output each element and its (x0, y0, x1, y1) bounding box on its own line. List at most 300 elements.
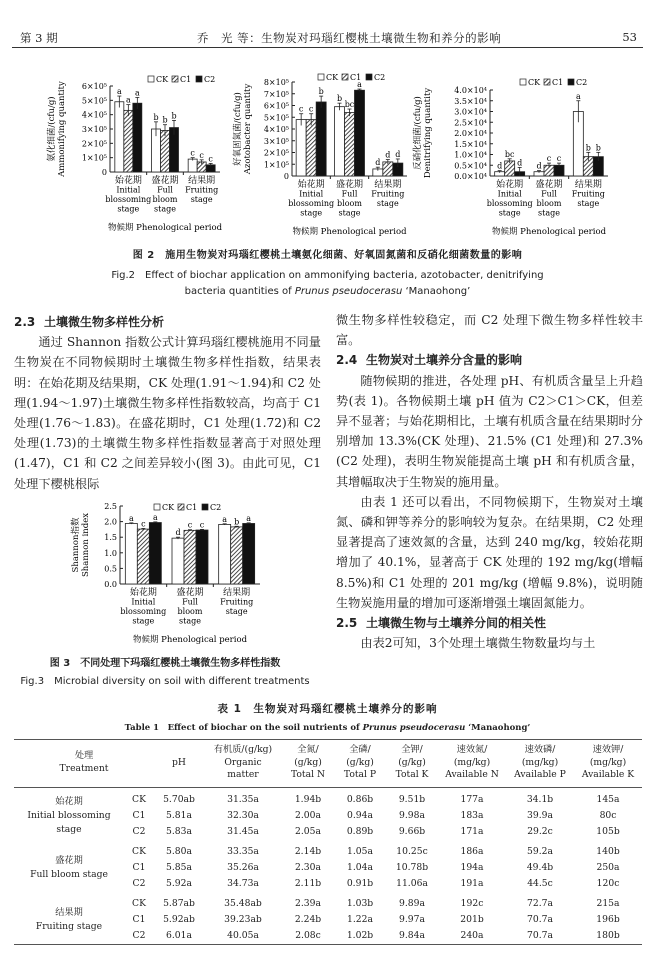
y-tick-label: 0.5 (104, 564, 117, 574)
significance-letter: c (546, 154, 552, 164)
table-1-title-zh: 表 1 生物炭对玛瑙红樱桃土壤养分的影响 (217, 703, 438, 715)
x-category-label: 始花期 (129, 588, 157, 598)
legend-label: CK (326, 73, 339, 82)
y-tick-label: 1.5×10⁴ (454, 139, 487, 149)
header-line: (g/kg) (398, 756, 426, 768)
x-category-label: Full (341, 189, 358, 199)
y-tick-label: 0.0×10⁴ (454, 172, 487, 181)
value-cell: 140b (596, 845, 620, 857)
running-title: 乔 光 等：生物炭对玛瑙红樱桃土壤微生物和养分的影响 (197, 31, 502, 45)
chart-group (412, 78, 608, 237)
y-tick-label: 5×10⁵ (263, 113, 289, 123)
column-header (506, 740, 574, 788)
value-cell: 5.81a (166, 809, 192, 821)
stage-label: 结果期 (55, 906, 83, 918)
value-cell: 5.83a (166, 825, 192, 837)
value-cell: 5.70ab (163, 793, 195, 805)
x-category-label: 盛花期 (151, 176, 179, 186)
species-name: Prunus pseudocerasu (294, 286, 403, 297)
treatment-cell: CK (132, 897, 146, 909)
value-cell: 180b (596, 929, 620, 941)
x-category-label: blossoming (486, 199, 533, 208)
x-category-label: stage (577, 199, 600, 208)
bar-c2 (355, 90, 365, 176)
figure-2-charts (0, 72, 655, 242)
significance-letter: b (162, 115, 168, 125)
x-category-label: 始花期 (114, 176, 142, 186)
value-cell: 10.25c (396, 845, 428, 857)
y-axis-label: Shannon index (81, 512, 91, 578)
bar-c1 (345, 113, 355, 176)
significance-letter: a (152, 512, 158, 522)
y-axis-label-zh: 好氧固氮菌/(cfu/g) (233, 92, 243, 166)
y-tick-label: 6×10⁵ (263, 101, 289, 111)
value-cell: 250a (596, 861, 620, 873)
legend-label: C2 (576, 78, 588, 87)
bar-c2 (196, 530, 208, 584)
figure-2-caption-en-line2 (0, 286, 655, 297)
header-line: 全氮/ (297, 744, 319, 755)
legend-label: CK (162, 503, 175, 512)
x-category-label: blossoming (288, 199, 335, 208)
column-header (334, 740, 386, 788)
bar-ck (188, 159, 197, 172)
value-cell: 2.05a (295, 825, 321, 837)
x-category-label: Initial (299, 189, 324, 199)
legend-swatch-ck (154, 504, 160, 510)
significance-letter: b (595, 143, 601, 153)
header-line: 全钾/ (401, 744, 423, 755)
legend-swatch-c1 (544, 79, 550, 85)
figure-2-caption-en-line1: Fig.2 Effect of biochar application on ammonifying bacteria, azotobacter, denitrifying (111, 270, 544, 281)
x-category-label: stage (338, 208, 361, 218)
bar-c1 (184, 530, 196, 584)
value-cell: 9.84a (399, 929, 425, 941)
section-number: 2.5 (336, 616, 358, 631)
value-cell: 105b (596, 825, 620, 837)
figure-3-chart (56, 496, 296, 646)
significance-letter: d (497, 161, 503, 171)
significance-letter: b (234, 517, 240, 527)
section-2-3-heading (14, 312, 321, 332)
x-category-label: blossoming (105, 195, 152, 204)
stage-label: Fruiting stage (35, 920, 103, 932)
significance-letter: a (575, 91, 581, 101)
y-tick-label: 3.5×10⁴ (454, 96, 487, 106)
bar-ck (219, 524, 231, 584)
significance-letter: a (134, 88, 140, 98)
significance-letter: a (116, 87, 122, 97)
x-axis-label: 物候期 Phenological period (132, 635, 248, 645)
value-cell: 80c (599, 809, 617, 821)
header-line: 速效钾/ (592, 744, 624, 755)
bar-c2 (133, 103, 142, 172)
significance-letter: c (199, 520, 205, 530)
header-line: matter (227, 769, 259, 780)
cultivar-name: ‘Manaohong’ (465, 723, 531, 733)
legend-swatch-c2 (196, 76, 202, 82)
cultivar-name: ‘Manaohong’ (402, 286, 471, 297)
value-cell: 186a (460, 845, 484, 857)
y-tick-label: 4.0×10⁴ (454, 86, 487, 95)
value-cell: 59.2a (527, 845, 553, 857)
legend-label: C1 (350, 73, 362, 82)
y-tick-label: 1.0 (104, 548, 117, 558)
column-header (154, 740, 204, 788)
value-cell: 183a (460, 809, 484, 821)
legend-swatch-ck (520, 79, 526, 85)
x-category-label: Initial (131, 597, 156, 607)
value-cell: 9.97a (399, 913, 425, 925)
figure-2 (0, 72, 655, 242)
x-category-label: stage (225, 607, 248, 616)
x-category-label: stage (132, 616, 155, 626)
bar-c1 (161, 130, 170, 172)
significance-letter: c (199, 150, 204, 160)
header-line: Total N (290, 769, 325, 780)
significance-letter: c (308, 104, 314, 114)
value-cell: 39.9a (527, 809, 553, 821)
x-category-label: stage (117, 204, 140, 214)
value-cell: 0.89b (346, 825, 374, 837)
significance-letter: d (517, 158, 523, 168)
legend-label: C2 (204, 75, 216, 84)
significance-letter: a (222, 514, 228, 524)
y-axis-label-zh: Shannon指数 (71, 517, 81, 573)
header-line: Available N (445, 769, 499, 780)
section-number: 2.4 (336, 353, 358, 368)
section-2-4-paragraph-2: 由表 1 还可以看出，不同物候期下，生物炭对土壤氮、磷和钾等养分的影响较为复杂。在结果期，C2 处理显著提高了速效氮的含量，达到 240 mg/kg，较始花期增加了 40.1%，显著高于 CK 处理的 192 mg/kg(增幅 8.5%)和 C1 处理的 201 mg/kg (增幅 9.8%)，说明随生物炭施用量的增加可逐渐增强土壤固氮能力。 (336, 494, 643, 610)
header-line: Organic (224, 756, 262, 768)
bar-ck (172, 538, 184, 584)
value-cell: 35.48ab (224, 897, 262, 909)
bar-ck (335, 107, 345, 176)
figure-3-caption-en: Fig.3 Microbial diversity on soil with different treatments (20, 676, 310, 687)
y-tick-label: 6×10⁵ (81, 82, 107, 91)
value-cell: 5.85a (166, 861, 192, 873)
significance-letter: b (585, 143, 591, 153)
significance-letter: c (298, 104, 304, 114)
y-axis-label: Denitrifying quantity (423, 87, 433, 179)
value-cell: 9.66b (398, 825, 426, 837)
stage-label: 始花期 (55, 795, 83, 807)
value-cell: 40.05a (227, 929, 259, 941)
value-cell: 2.14b (294, 845, 322, 857)
treatment-cell: C1 (132, 809, 146, 821)
bar-c2 (316, 102, 326, 176)
value-cell: 2.08c (295, 929, 321, 941)
value-cell: 1.05a (347, 845, 373, 857)
y-axis-label: Ammonifying quantity (57, 81, 67, 177)
significance-letter: d (395, 149, 401, 159)
value-cell: 192c (460, 897, 484, 909)
treatment-cell: C1 (132, 861, 146, 873)
table-row (14, 840, 642, 860)
value-cell: 201b (460, 913, 484, 925)
column-header (204, 740, 282, 788)
value-cell: 5.87ab (163, 897, 195, 909)
value-cell: 6.01a (166, 929, 192, 941)
x-category-label: Full (182, 597, 198, 607)
section-title: 土壤微生物多样性分析 (44, 315, 165, 329)
y-tick-label: 4×10⁵ (263, 125, 289, 134)
significance-letter: c (556, 154, 562, 164)
section-number: 2.3 (14, 315, 36, 329)
significance-letter: c (208, 154, 213, 164)
y-axis-label: Azotobacter quantity (243, 83, 253, 175)
section-2-4-paragraph-1: 随物候期的推进，各处理 pH、有机质含量呈上升趋势(表 1)。各物候期土壤 pH 值为 C2＞C1＞CK，但差异不显著；与始花期相比，土壤有机质含量在结果期时分别增加 13.3%(CK 处理)、21.5% (C1 处理)和 27.3%(C2 处理)，表明生物炭能提高土壤 pH 和有机质含量，其增幅取决于生物炭的施用量。 (336, 373, 643, 489)
value-cell: 194a (460, 861, 484, 873)
y-tick-label: 7×10⁵ (263, 89, 289, 99)
significance-letter: d (175, 528, 181, 538)
header-line: (mg/kg) (521, 756, 559, 768)
treatment-cell: C2 (132, 877, 146, 889)
value-cell: 196b (596, 913, 620, 925)
x-category-label: 结果期 (574, 180, 602, 190)
x-category-label: bloom (152, 195, 178, 204)
column-header (282, 740, 334, 788)
x-category-label: 盛花期 (335, 180, 364, 190)
y-tick-label: 2×10⁵ (263, 148, 289, 158)
y-axis-label-zh: 反硝化细菌/(cfu/g) (413, 96, 423, 170)
significance-letter: c (187, 520, 193, 530)
value-cell: 0.91b (346, 877, 374, 889)
legend-label: C2 (374, 73, 386, 82)
value-cell: 2.30a (295, 861, 321, 873)
x-category-label: Fruiting (571, 189, 605, 199)
bar-ck (125, 523, 137, 584)
value-cell: 70.7a (527, 929, 553, 941)
significance-letter: b (336, 94, 343, 104)
value-cell: 2.39a (295, 897, 321, 909)
treatment-cell: C2 (132, 825, 146, 837)
header-line: Total K (395, 769, 429, 780)
value-cell: 1.03b (346, 897, 374, 909)
header-line: 速效氮/ (456, 744, 488, 755)
y-tick-label: 2.0×10⁴ (454, 129, 487, 138)
value-cell: 177a (460, 793, 484, 805)
value-cell: 9.98a (399, 809, 425, 821)
x-category-label: stage (154, 204, 176, 214)
significance-letter: bc (504, 149, 515, 159)
x-category-label: 结果期 (223, 588, 251, 598)
value-cell: 34.1b (526, 793, 554, 805)
stage-cell (14, 787, 124, 840)
section-2-5-heading (336, 613, 643, 633)
value-cell: 191a (460, 877, 484, 889)
value-cell: 10.78b (395, 861, 429, 873)
section-2-3-paragraph: 通过 Shannon 指数公式计算玛瑙红樱桃施用不同量生物炭在不同物候期时土壤微生物多样性指数，结果表明：在始花期及结果期，CK 处理(1.91～1.94)和 C2 处理(1.94～1.97)土壤微生物多样性指数较高，均高于 C1 处理(1.76～1.83)。在盛花期时，C1 处理(1.72)和 C2 处理(1.73)的土壤微生物多样性指数显著高于对照处理(1.47)，C1 和 C2 之间差异较小(图 3)。由此可见，C1 处理下樱桃根际 (14, 335, 321, 491)
value-cell: 1.94b (294, 793, 322, 805)
chart-group (46, 75, 223, 233)
x-category-label: 盛花期 (535, 180, 563, 190)
value-cell: 215a (596, 897, 620, 909)
value-cell: 0.94a (347, 809, 373, 821)
table-row (14, 787, 642, 808)
left-column-top (14, 312, 321, 494)
caption-text: bacteria quantities of (184, 286, 295, 297)
chart-group (70, 502, 260, 645)
legend-swatch-ck (148, 76, 154, 82)
y-tick-label: 0 (101, 168, 107, 177)
value-cell: 171a (460, 825, 484, 837)
x-category-label: stage (538, 208, 560, 218)
y-tick-label: 0 (283, 172, 289, 181)
y-tick-label: 0.5×10⁴ (454, 161, 487, 171)
x-category-label: 盛花期 (176, 588, 204, 598)
x-axis-label: 物候期 Phenological period (491, 227, 607, 237)
value-cell: 9.51b (398, 793, 426, 805)
stage-label: 盛花期 (55, 854, 83, 866)
y-axis-label-zh: 氨化细菌/(cfu/g) (47, 96, 57, 162)
species-name: Prunus pseudocerasu (362, 723, 466, 733)
bar-ck (296, 120, 306, 176)
value-cell: 2.00a (295, 809, 321, 821)
x-category-label: Fruiting (185, 185, 219, 195)
value-cell: 72.7a (527, 897, 553, 909)
column-header (438, 740, 506, 788)
value-cell: 49.4b (526, 861, 554, 873)
bar-c1 (231, 527, 243, 584)
value-cell: 5.92ab (163, 913, 195, 925)
figure-3 (56, 496, 296, 646)
value-cell: 240a (460, 929, 484, 941)
header-line: (g/kg) (294, 756, 322, 768)
stage-cell (14, 892, 124, 945)
significance-letter: a (125, 95, 131, 105)
legend-swatch-c2 (366, 74, 372, 80)
bar-c1 (306, 120, 316, 176)
legend-swatch-c1 (178, 504, 184, 510)
header-line: Available P (514, 769, 566, 780)
y-tick-label: 8×10⁵ (263, 78, 289, 87)
section-title: 土壤微生物与土壤养分间的相关性 (366, 616, 547, 631)
bar-c1 (137, 529, 149, 584)
y-tick-label: 1.5 (104, 533, 117, 543)
section-title: 生物炭对土壤养分含量的影响 (366, 353, 523, 368)
value-cell: 39.23ab (224, 913, 262, 925)
value-cell: 33.35a (227, 845, 259, 857)
treatment-cell: CK (132, 793, 146, 805)
legend-label: C1 (186, 503, 198, 512)
significance-letter: a (246, 513, 252, 523)
issue-label: 第 3 期 (20, 31, 58, 45)
legend-label: C1 (180, 75, 192, 84)
bar-ck (115, 102, 124, 172)
legend-swatch-c2 (202, 504, 208, 510)
x-category-label: Initial (497, 189, 522, 199)
significance-letter: b (318, 87, 324, 97)
x-category-label: bloom (177, 607, 203, 616)
title-text: Table 1 Effect of biochar on the soil nutrients of (124, 723, 363, 733)
y-tick-label: 5×10⁵ (81, 96, 107, 106)
value-cell: 32.30a (227, 809, 259, 821)
table-body (14, 787, 642, 944)
x-category-label: 始花期 (496, 180, 524, 190)
table-1 (14, 739, 642, 945)
value-cell: 34.73a (227, 877, 259, 889)
x-category-label: stage (300, 208, 323, 218)
stage-cell (14, 840, 124, 892)
value-cell: 0.86b (346, 793, 374, 805)
bar-c2 (243, 523, 255, 584)
right-column (336, 310, 643, 653)
treatment-cell: C2 (132, 929, 146, 941)
value-cell: 5.92a (166, 877, 192, 889)
value-cell: 120c (596, 877, 620, 889)
bar-c1 (505, 161, 515, 176)
running-header (12, 26, 643, 48)
legend-swatch-ck (318, 74, 324, 80)
header-line: Treatment (59, 762, 109, 774)
header-line: 全磷/ (349, 744, 371, 755)
header-line: (mg/kg) (589, 756, 627, 768)
x-category-label: Full (541, 189, 557, 199)
section-2-4-heading (336, 350, 643, 370)
value-cell: 2.24b (294, 913, 322, 925)
x-category-label: stage (179, 616, 201, 626)
x-category-label: blossoming (120, 607, 167, 616)
significance-letter: d (536, 161, 542, 171)
x-category-label: Full (157, 185, 173, 195)
significance-letter: b (171, 111, 177, 121)
significance-letter: a (128, 513, 134, 523)
bar-c2 (149, 523, 161, 584)
y-tick-label: 3×10⁵ (81, 125, 107, 134)
chart-group (232, 73, 407, 237)
bar-c1 (124, 110, 133, 172)
significance-letter: c (190, 148, 195, 158)
value-cell: 1.02b (346, 929, 374, 941)
y-tick-label: 1.0×10⁴ (454, 150, 487, 160)
legend-label: CK (528, 78, 541, 87)
y-tick-label: 1×10⁵ (263, 160, 289, 170)
x-category-label: Initial (116, 185, 141, 195)
table-1-title-en (0, 721, 655, 733)
x-category-label: stage (376, 199, 399, 208)
value-cell: 145a (596, 793, 620, 805)
section-2-5-paragraph: 由表2可知，3个处理土壤微生物数量均与土 (360, 636, 596, 651)
stage-label: stage (56, 823, 82, 835)
page-number: 53 (622, 30, 637, 44)
legend-swatch-c1 (342, 74, 348, 80)
header-line: Available K (581, 769, 635, 780)
significance-letter: d (385, 150, 391, 160)
value-cell: 31.45a (227, 825, 259, 837)
value-cell: 2.11b (294, 877, 322, 889)
value-cell: 1.22a (347, 913, 373, 925)
x-category-label: stage (498, 208, 521, 218)
stage-label: Initial blossoming (27, 809, 111, 821)
figure-2-caption-zh: 图 2 施用生物炭对玛瑙红樱桃土壤氨化细菌、好氧固氮菌和反硝化细菌数量的影响 (132, 250, 523, 261)
legend-swatch-c1 (172, 76, 178, 82)
value-cell: 31.35a (227, 793, 259, 805)
value-cell: 9.89a (399, 897, 425, 909)
value-cell: 11.06a (396, 877, 428, 889)
y-tick-label: 1×10⁵ (81, 153, 107, 163)
value-cell: 70.7a (527, 913, 553, 925)
legend-label: C2 (210, 503, 222, 512)
significance-letter: d (375, 158, 381, 168)
figure-3-caption-zh: 图 3 不同处理下玛瑙红樱桃土壤微生物多样性指数 (49, 658, 281, 669)
treatment-cell: CK (132, 845, 146, 857)
column-header (574, 740, 642, 788)
x-axis-label: 物候期 Phenological period (292, 227, 407, 237)
x-category-label: Fruiting (371, 189, 405, 199)
stage-label: Full bloom stage (30, 868, 108, 880)
value-cell: 1.04a (347, 861, 373, 873)
legend-label: C1 (552, 78, 564, 87)
